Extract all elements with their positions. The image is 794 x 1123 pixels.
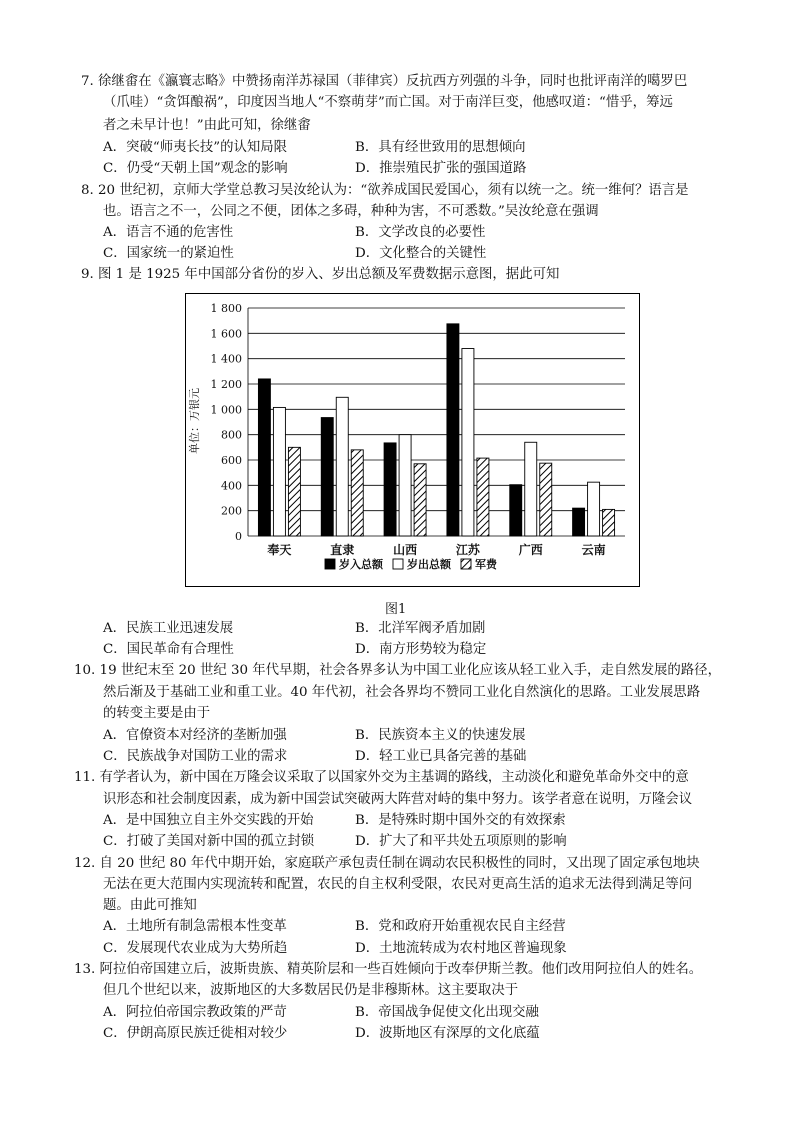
legend-label: 岁出总额: [407, 558, 451, 571]
bar-expenditure-2: [399, 435, 411, 536]
q7-option-d[interactable]: D．推崇殖民扩张的强国道路: [355, 161, 527, 176]
bar-revenue-4: [510, 485, 522, 536]
y-tick-label: 600: [221, 454, 242, 467]
q10-option-d[interactable]: D．轻工业已具备完善的基础: [355, 749, 527, 764]
y-tick-label: 1 600: [210, 327, 242, 341]
q13-option-c[interactable]: C．伊朗高原民族迁徙相对较少: [103, 1026, 288, 1041]
q7-option-c[interactable]: C．仍受“天朝上国”观念的影响: [103, 161, 288, 176]
x-category-label: 直隶: [330, 543, 355, 557]
x-category-label: 山西: [393, 543, 418, 557]
q12-option-d[interactable]: D．土地流转成为农村地区普遍现象: [355, 941, 567, 956]
legend-label: 岁入总额: [339, 558, 383, 571]
bar-military-1: [351, 450, 363, 536]
bar-expenditure-0: [273, 407, 285, 536]
q13-option-d[interactable]: D．波斯地区有深厚的文化底蕴: [355, 1026, 540, 1041]
q12-stem-line-3: 题。由此可推知: [103, 898, 197, 913]
q7-stem-line-1: 7. 徐继畬在《瀛寰志略》中赞扬南洋苏禄国（菲律宾）反抗西方列强的斗争，同时也批评南洋的噶罗巴: [81, 74, 688, 89]
bar-revenue-3: [447, 324, 459, 536]
q9-option-a[interactable]: A．民族工业迅速发展: [103, 621, 234, 636]
x-category-label: 广西: [518, 543, 543, 557]
q11-option-c[interactable]: C．打破了美国对新中国的孤立封锁: [103, 834, 315, 849]
q8-option-c[interactable]: C．国家统一的紧迫性: [103, 246, 234, 261]
q7-stem-line-2: （爪哇）“贪饵酿祸”，印度因当地人“不察萌芽”而亡国。对于南洋巨变，他感叹道：“惜乎，筹远: [103, 95, 673, 110]
y-tick-label: 1 000: [210, 403, 242, 417]
q9-option-b[interactable]: B．北洋军阀矛盾加剧: [355, 621, 486, 636]
q10-stem-line-2: 然后渐及于基础工业和重工业。40 年代初，社会各界均不赞同工业化自然演化的思路。工业发展思路: [103, 685, 701, 700]
bar-military-5: [603, 509, 615, 536]
q8-option-b[interactable]: B．文学改良的必要性: [355, 225, 486, 240]
bar-revenue-0: [258, 379, 270, 536]
y-tick-label: 400: [221, 479, 242, 493]
q7-option-b[interactable]: B．具有经世致用的思想倾向: [355, 140, 526, 155]
legend-label: 军费: [475, 558, 497, 571]
legend-swatch: [325, 559, 335, 569]
q11-stem-line-2: 识形态和社会制度因素，成为新中国尝试突破两大阵营对峙的集中努力。该学者意在说明，万隆会议: [103, 792, 693, 807]
q7-option-a[interactable]: A．突破“师夷长技”的认知局限: [103, 140, 288, 155]
q13-option-a[interactable]: A．阿拉伯帝国宗教政策的严苛: [103, 1005, 287, 1020]
q13-stem-line-1: 13. 阿拉伯帝国建立后，波斯贵族、精英阶层和一些百姓倾向于改奉伊斯兰教。他们改用阿拉伯人的姓名。: [74, 962, 703, 977]
y-tick-label: 800: [221, 428, 242, 442]
q8-option-d[interactable]: D．文化整合的关键性: [355, 246, 487, 261]
bar-expenditure-3: [462, 349, 474, 536]
bar-military-0: [288, 447, 300, 536]
q11-stem-line-1: 11. 有学者认为，新中国在万隆会议采取了以国家外交为主基调的路线，主动淡化和避免革命外交中的意: [74, 770, 689, 785]
q11-option-d[interactable]: D．扩大了和平共处五项原则的影响: [355, 834, 567, 849]
q8-stem-line-1: 8. 20 世纪初，京师大学堂总教习吴汝纶认为：“欲养成国民爱国心，须有以统一之。统一维何？语言是: [81, 183, 689, 198]
bar-military-3: [477, 458, 489, 536]
y-tick-label: 1 400: [210, 352, 242, 366]
q8-option-a[interactable]: A．语言不通的危害性: [103, 225, 234, 240]
q13-option-b[interactable]: B．帝国战争促使文化出现交融: [355, 1005, 539, 1020]
figure-caption: 图1: [385, 602, 407, 617]
q12-option-a[interactable]: A．土地所有制急需根本性变革: [103, 919, 287, 934]
q11-option-b[interactable]: B．是特殊时期中国外交的有效探索: [355, 813, 566, 828]
x-category-label: 江苏: [455, 543, 480, 557]
q10-option-a[interactable]: A．官僚资本对经济的垄断加强: [103, 728, 287, 743]
y-tick-label: 0: [235, 530, 242, 543]
q10-stem-line-3: 的转变主要是由于: [103, 706, 211, 721]
bar-revenue-2: [384, 443, 396, 536]
q12-option-b[interactable]: B．党和政府开始重视农民自主经营: [355, 919, 566, 934]
bar-expenditure-1: [336, 397, 348, 536]
y-tick-label: 1 800: [210, 302, 242, 315]
q11-option-a[interactable]: A．是中国独立自主外交实践的开始: [103, 813, 314, 828]
q12-stem-line-1: 12. 自 20 世纪 80 年代中期开始，家庭联产承包责任制在调动农民积极性的同时，又出现了固定承包地块: [74, 856, 700, 871]
q10-option-b[interactable]: B．民族资本主义的快速发展: [355, 728, 526, 743]
q10-option-c[interactable]: C．民族战争对国防工业的需求: [103, 749, 288, 764]
figure-1-bar-chart: [185, 293, 640, 588]
q12-option-c[interactable]: C．发展现代农业成为大势所趋: [103, 941, 288, 956]
q7-stem-line-3: 者之未早计也！”由此可知，徐继畬: [103, 118, 311, 133]
bar-military-2: [414, 464, 426, 536]
chart-y-axis-label: 单位：万银元: [188, 388, 201, 454]
bar-expenditure-4: [525, 442, 537, 536]
q13-stem-line-2: 但几个世纪以来，波斯地区的大多数居民仍是非穆斯林。这主要取决于: [103, 983, 519, 998]
legend-swatch: [393, 559, 403, 569]
legend-swatch: [461, 559, 471, 569]
bar-revenue-5: [573, 508, 585, 536]
x-category-label: 奉天: [267, 543, 292, 557]
y-tick-label: 1 200: [210, 378, 242, 391]
q8-stem-line-2: 也。语言之不一，公同之不便，团体之多碍，种种为害，不可悉数。”吴汝纶意在强调: [103, 204, 599, 219]
bar-military-4: [540, 463, 552, 536]
q12-stem-line-2: 无法在更大范围内实现流转和配置，农民的自主权利受限，农民对更高生活的追求无法得到满足等问: [103, 877, 693, 892]
q9-option-c[interactable]: C．国民革命有合理性: [103, 642, 234, 657]
bar-revenue-1: [321, 418, 333, 536]
q10-stem-line-1: 10. 19 世纪末至 20 世纪 30 年代早期，社会各界多认为中国工业化应该从轻工业入手，走自然发展的路径，: [74, 663, 721, 678]
y-tick-label: 200: [221, 504, 242, 518]
x-category-label: 云南: [581, 543, 606, 557]
q9-stem-line-1: 9. 图 1 是 1925 年中国部分省份的岁入、岁出总额及军费数据示意图，据此可知: [81, 267, 560, 282]
bar-expenditure-5: [588, 482, 600, 536]
q9-option-d[interactable]: D．南方形势较为稳定: [355, 642, 487, 657]
